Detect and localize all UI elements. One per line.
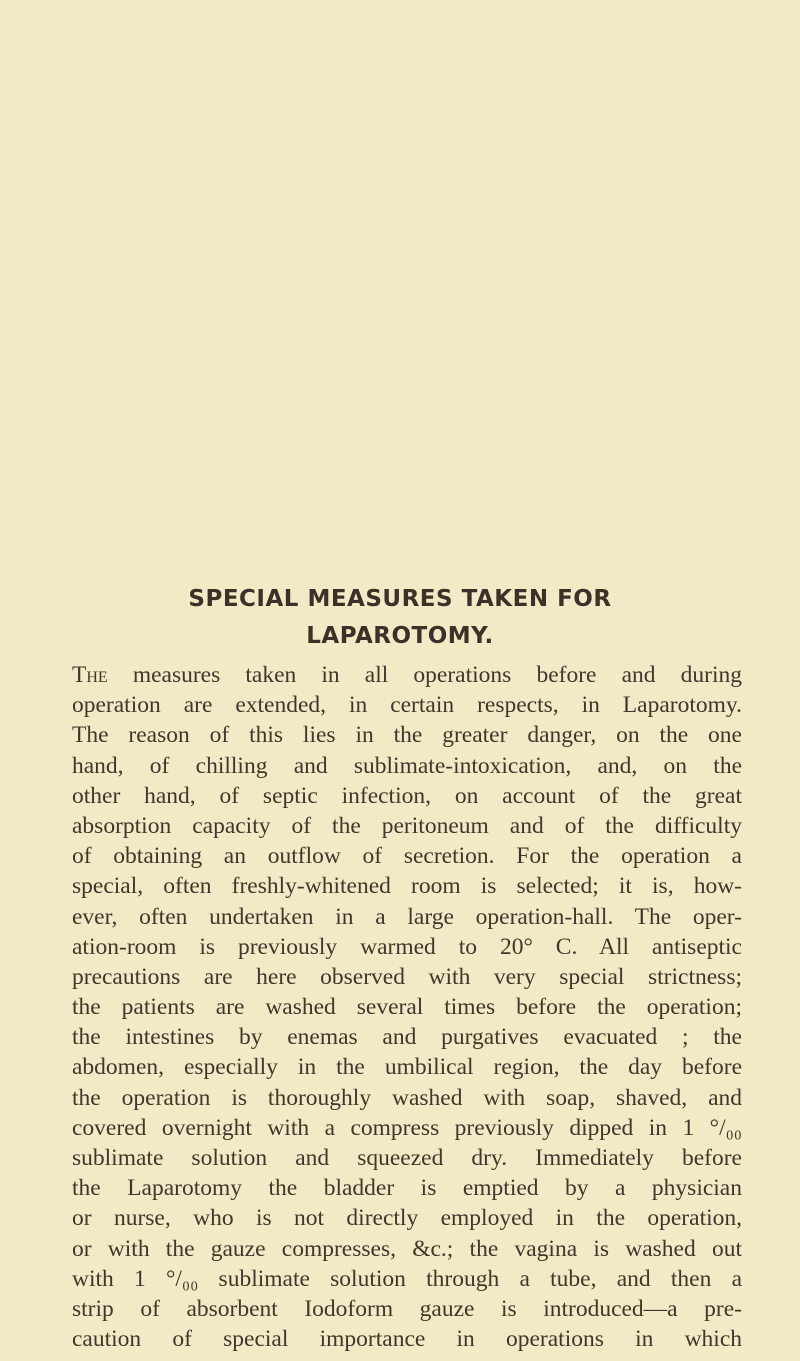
text-line: with 1 °/₀₀ sublimate solution through a tube, and then a <box>72 1265 742 1292</box>
text-line: the intestines by enemas and purgatives evacuated ; the <box>72 1024 742 1051</box>
text-line: absorption capacity of the peritoneum and of the difficulty <box>72 812 742 839</box>
text-line: other hand, of septic infection, on account of the great <box>72 782 742 809</box>
text-line: covered overnight with a compress previously dipped in 1 °/₀₀ <box>72 1114 742 1141</box>
text-line: the patients are washed several times before the operation; <box>72 994 742 1021</box>
text-line: operation are extended, in certain respects, in Laparotomy. <box>72 692 742 719</box>
text-line: The reason of this lies in the greater danger, on the one <box>72 722 742 749</box>
text-line: ation-room is previously warmed to 20° C. All antiseptic <box>72 933 742 960</box>
text-line: or with the gauze compresses, &c.; the vagina is washed out <box>72 1235 742 1262</box>
text-line: or nurse, who is not directly employed in the operation, <box>72 1205 742 1232</box>
page-title-line-2: LAPAROTOMY. <box>306 623 494 649</box>
text-line: strip of absorbent Iodoform gauze is introduced—a pre- <box>72 1295 742 1322</box>
text-line: the operation is thoroughly washed with soap, shaved, and <box>72 1084 742 1111</box>
text-line: sublimate solution and squeezed dry. Immediately before <box>72 1145 742 1171</box>
page-title-line-1: SPECIAL MEASURES TAKEN FOR <box>188 586 612 612</box>
text-line: precautions are here observed with very special strictness; <box>72 963 742 990</box>
text-line: caution of special importance in operations in which <box>72 1326 742 1353</box>
text-line: ever, often undertaken in a large operation-hall. The oper- <box>72 903 742 930</box>
text-line: The measures taken in all operations before and during <box>72 662 742 688</box>
text-line: abdomen, especially in the umbilical region, the day before <box>72 1054 742 1081</box>
text-line: hand, of chilling and sublimate-intoxication, and, on the <box>72 752 742 779</box>
text-line: of obtaining an outflow of secretion. For the operation a <box>72 843 742 870</box>
text-line: the Laparotomy the bladder is emptied by a physician <box>72 1175 742 1202</box>
lead-word: The <box>72 662 108 688</box>
body-paragraph <box>72 660 742 1354</box>
text-line: special, often freshly-whitened room is selected; it is, how- <box>72 873 742 900</box>
